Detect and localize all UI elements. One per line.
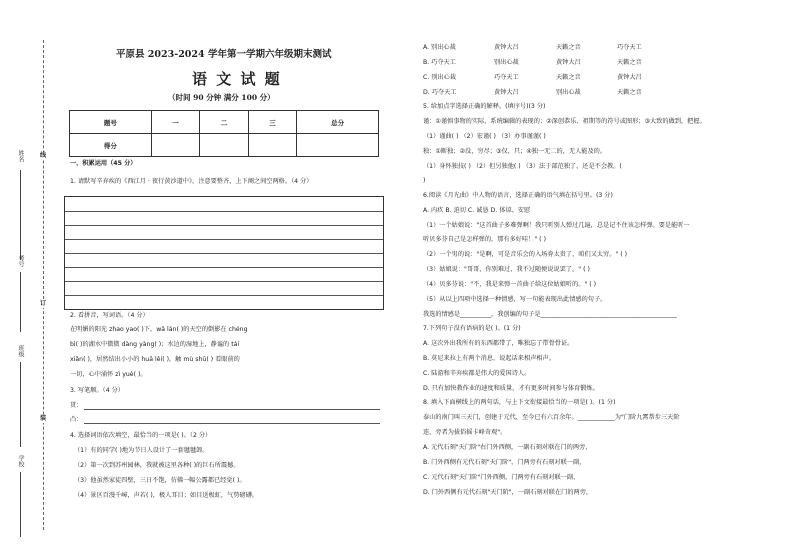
score-cell: 题号 [70,111,152,134]
q7-option-c[interactable]: C. 陆游和辛弃疾都是伟大的爱国诗人。 [423,370,531,377]
option-text: 天籁之音 [617,59,642,66]
option-text: 天籁之音 [556,44,581,51]
q6-line: 听贝多芬自己是怎样弹的，那有多好哇！" ( ) [423,236,546,243]
option-text: 黄钟大吕 [494,44,519,51]
q8-line: 泰山的南门叫三天门，创建于元代，至今已有六百余年。____________为"门阶九霄帮步三天阶 [423,414,680,421]
option-text: 天籁之音 [556,74,581,81]
question-5: 5. 给加点字选择正确的解释。(填序号)(3 分) [423,103,546,110]
q8-option-a[interactable]: A. 元代石刻"天门阶"右门外西侧，一副石刻对联在门的两旁， [423,444,592,451]
writing-line [65,295,383,296]
q2-line: 在明媚的阳光 zhao yao( )下，wǎ lán( )的天空的倒影在 chéng [70,326,248,333]
q5-line: （1）身怀独技( ) （2）但另独他( ) （3）法于部范独了，还是不会教。( [423,163,622,170]
answer-line[interactable] [84,423,380,424]
margin-marker-order: 订 [40,300,47,307]
score-cell: 得分 [70,134,152,157]
q5-line: ) [423,177,426,184]
q6-options: A. 内疚 B. 迫切 C. 诚恳 D. 体谅、安慰 [423,207,531,214]
question-1: 1. 请默写辛弃疾的《西江月 · 夜行黄沙道中》，注意要整齐，上下阕之间空两格。（4 分） [70,178,313,185]
school-field-line [20,472,21,537]
q7-option-b[interactable]: B. 莫尼来拉上有两个消息，说起话来相声相声。 [423,355,555,362]
option-d[interactable]: D. 巧夺天工 [423,89,457,96]
name-field-line [20,170,21,260]
q2-line: bì( )的湖水中微微 dàng yàng( )；水边的湿地上，静谧的 tái [70,341,240,348]
class-field-line [20,362,21,447]
q7-option-d[interactable]: D. 只有加快教作业的速度和质量，才有更多时间参与体育锻炼。 [423,385,599,392]
q6-line: （4）贝多芬说："不，我是来弹一首曲子给这位姑娘听的。" ( ) [423,281,597,288]
q5-line: （1）谨曲( ) （2）宏谨( ) （3）办事谨谨( ) [423,133,546,140]
score-table-score-row [70,134,379,157]
score-input-cell[interactable] [248,134,297,157]
q7-option-a[interactable]: A. 这次外出我所有的东西都带了，唯独忘了带骨骨证。 [423,340,574,347]
writing-line [65,211,383,212]
time-info: （时间 90 分钟 满分 100 分） [168,93,275,102]
q5-line: 谨：①谨慎事物的实际、系统编辑的表现的；②深创恭乐、祖期等的符号或图形；③大致的做到，把握。 [423,118,706,125]
score-cell: 一 [151,111,200,134]
score-input-cell[interactable] [151,134,200,157]
answer-line[interactable] [84,409,380,410]
q4-line: （4）景区百漫千嶂，声若( )，极人耳目；如目送极虹，气势磅礴。 [74,492,258,499]
score-cell: 三 [248,111,297,134]
q2-line: 一切，心中涌怀 zì yuè( )。 [70,371,147,378]
score-cell: 二 [200,111,249,134]
question-7: 7.下列句子没有语病的是( )。(1 分) [423,325,521,332]
class-label: 班级 [17,345,24,357]
writing-line [65,253,383,254]
writing-line [65,267,383,268]
writing-line [65,281,383,282]
score-cell: 总分 [297,111,379,134]
option-text: 别出心裁 [556,89,581,96]
question-2: 2. 看拼音，写词语。（4 分） [70,312,149,319]
option-text: 黄钟大吕 [617,74,642,81]
number-field-line [20,272,21,332]
option-c[interactable]: C. 别出心裁 [423,74,457,81]
question-8: 8. 填入下面横线上的两句话，与上下文衔接最恰当的一项是( )。(1 分) [423,399,616,406]
option-text: 黄钟大吕 [494,89,519,96]
binding-line [43,40,44,530]
option-text: 黄钟大吕 [556,59,581,66]
q6-line: （2）一个男的说："是啊，可是音乐会的入场券太贵了，咱们又太穷。" ( ) [423,251,628,258]
writing-line [65,239,383,240]
main-title: 语 文 试 题 [192,70,282,88]
option-text: 巧夺天工 [617,44,642,51]
q6-line: （1）一个姑娘说："这首曲子多难弹啊！我只听别人弹过几遍，总是记不住该怎样弹。要是能听一 [423,222,690,229]
score-table-header-row [70,111,379,134]
section-heading: 一、积累运用（45 分） [70,160,137,167]
school-label: 学校 [17,455,24,467]
option-b[interactable]: B. 巧夺天工 [423,59,456,66]
q4-line: （3）他虽然家徒四壁，三日不饱，仿佛一幅公露都已经觉( )。 [74,477,246,484]
score-input-cell[interactable] [297,134,379,157]
q6-line: （5）从以上四项中选择一种情感，写一句能表现出此情感的句子。 [423,296,607,303]
writing-box[interactable] [64,196,384,310]
q8-option-d[interactable]: D. 门外西侧有元代石刻"天门阶"，一副石刻对联在门的两旁， [423,489,593,496]
number-label: 考号 [17,255,24,267]
q8-line: 连，旁者为拔俗摇卡峰奇观"。 [423,429,507,436]
score-input-cell[interactable] [200,134,249,157]
option-text: 天籁之音 [617,89,642,96]
score-table [69,110,379,157]
q8-option-b[interactable]: B. 门外西侧有元代石刻"天门阶"，门两旁有石刻对联一副， [423,459,586,466]
q6-line: （3）姑娘说："哥哥，你别难过，我不过随便说说罢了。" ( ) [423,266,590,273]
q8-option-c[interactable]: C. 元代石刻"天门阶"门外西侧，门两旁有石刻对联一副， [423,474,580,481]
option-text: 巧夺天工 [494,74,519,81]
stroke-order-guan: 贯： [70,402,83,409]
q2-line: xiǎn( )，居然结出小小的 huā lěi( )。触 mù shū( ) 看眼前的 [70,356,240,363]
question-3: 3. 写笔顺。（4 分） [70,387,124,394]
margin-marker-line: 线 [40,152,47,159]
option-a[interactable]: A. 别出心裁 [423,44,456,51]
q6-line: 我选的情感是__________，我创编的句子是____________________________________________ [423,311,677,318]
stroke-order-tu: 凸： [70,416,83,423]
question-4: 4. 选择词语依次填空，最恰当的一项是( )。（2 分） [70,432,212,439]
exam-title: 平原县 2023-2024 学年第一学期六年级期末测试 [116,49,332,60]
writing-line [65,225,383,226]
question-6: 6.阅读《月光曲》中人物的语言，选择正确的语气填在括号里。(3 分) [423,192,613,199]
q4-line: （2）第一次到苏州园林，我就被这里各种( )的巨石所震撼。 [74,462,240,469]
margin-marker-bind: 装 [40,415,47,422]
option-text: 别出心裁 [494,59,519,66]
q5-line: 独：①断独；②没，穷尽；③仅，只；④独一无二的，无人能及的。 [423,148,607,155]
q4-line: （1）有的同学( )地为节日人设计了一套毽毽卸。 [74,447,209,454]
name-label: 姓名 [17,150,24,162]
